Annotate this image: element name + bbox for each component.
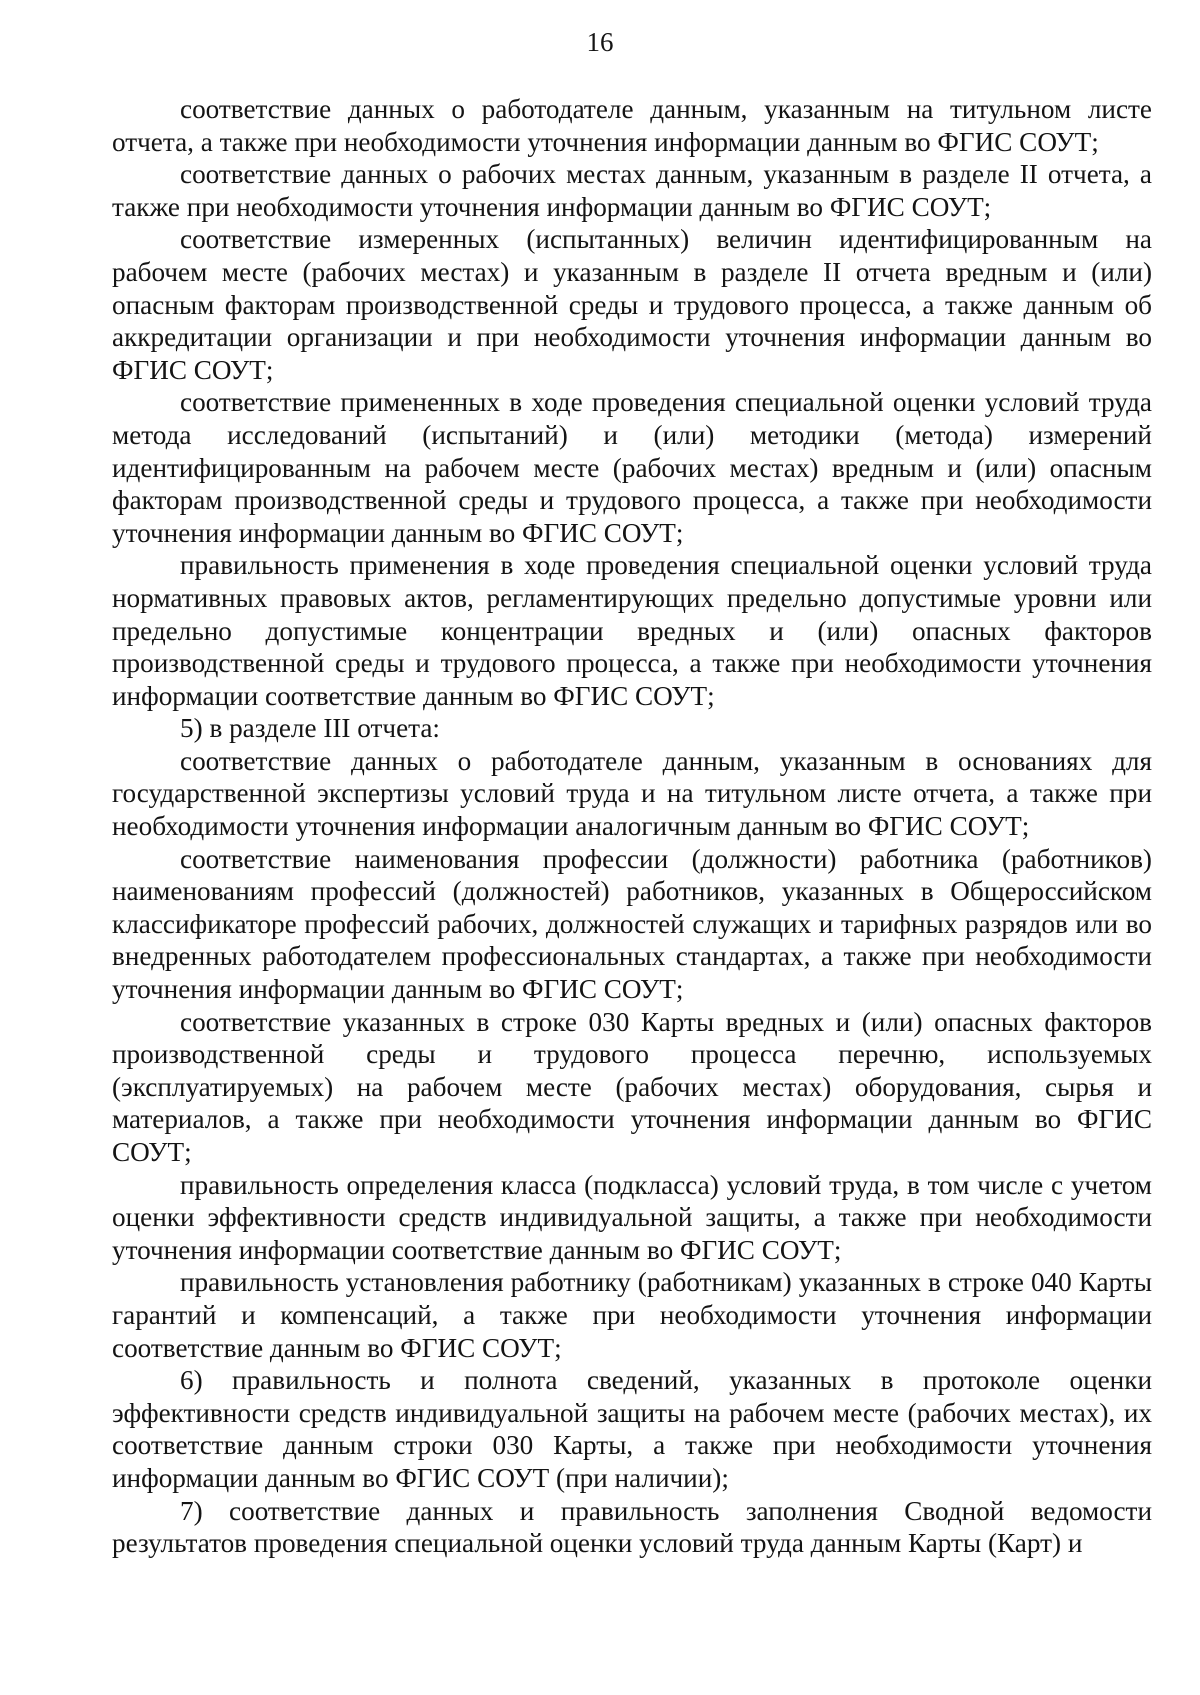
paragraph-guarantees-line-040: правильность установления работнику (работникам) указанных в строке 040 Карты гарантий и компенсаций, а также при необходимости уточнения информации соответствие данным во ФГИС СОУТ; [112,1267,1152,1363]
paragraph-item-5-section-3: 5) в разделе III отчета: [180,713,440,744]
paragraph-profession-names: соответствие наименования профессии (должности) работника (работников) наименованиям профессий (должностей) работников, указанных в Общероссийском классификаторе профессий рабочих, должностей служащих и тарифных разрядов или во внедренных работодателем профессиональных стандартах, а также при необходимости уточнения информации данным во ФГИС СОУТ; [112,843,1152,1005]
paragraph-line-030-factors: соответствие указанных в строке 030 Карты вредных и (или) опасных факторов производственной среды и трудового процесса перечню, используемых (эксплуатируемых) на рабочем месте (рабочих местах) оборудования, сырья и материалов, а также при необходимости уточнения информации данным во ФГИС СОУТ; [112,1006,1152,1167]
document-body [112,93,1152,1560]
paragraph-item-7-summary-statement: 7) соответствие данных и правильность заполнения Сводной ведомости результатов проведения специальной оценки условий труда данным Карты (Карт) и [112,1495,1152,1559]
paragraph-item-6-ppe-protocol: 6) правильность и полнота сведений, указанных в протоколе оценки эффективности средств индивидуальной защиты на рабочем месте (рабочих местах), их соответствие данным строки 030 Карты, а также при необходимости уточнения информации данным во ФГИС СОУТ (при наличии); [112,1365,1152,1493]
paragraph-employer-data-title-sheet: соответствие данных о работодателе данным, указанным на титульном листе отчета, а также при необходимости уточнения информации данным во ФГИС СОУТ; [112,94,1152,157]
paragraph-measured-values: соответствие измеренных (испытанных) величин идентифицированным на рабочем месте (рабочих местах) и указанным в разделе II отчета вредным и (или) опасным факторам производственной среды и трудового процесса, а также данным об аккредитации организации и при необходимости уточнения информации данным во ФГИС СОУТ; [112,224,1152,385]
paragraph-normative-acts: правильность применения в ходе проведения специальной оценки условий труда нормативных правовых актов, регламентирующих предельно допустимые уровни или предельно допустимые концентрации вредных и (или) опасных факторов производственной среды и трудового процесса, а также при необходимости уточнения информации соответствие данным во ФГИС СОУТ; [112,550,1152,711]
paragraph-workplace-data-section-2: соответствие данных о рабочих местах данным, указанным в разделе II отчета, а также при необходимости уточнения информации данным во ФГИС СОУТ; [112,159,1152,222]
paragraph-research-methods: соответствие примененных в ходе проведения специальной оценки условий труда метода исследований (испытаний) и (или) методики (метода) измерений идентифицированным на рабочем месте (рабочих местах) вредным и (или) опасным факторам производственной среды и трудового процесса, а также при необходимости уточнения информации данным во ФГИС СОУТ; [112,387,1152,548]
page-number: 16 [586,27,614,57]
paragraph-employer-data-expertise: соответствие данных о работодателе данным, указанным в основаниях для государственной экспертизы условий труда и на титульном листе отчета, а также при необходимости уточнения информации аналогичным данным во ФГИС СОУТ; [112,745,1152,842]
paragraph-working-conditions-class: правильность определения класса (подкласса) условий труда, в том числе с учетом оценки эффективности средств индивидуальной защиты, а также при необходимости уточнения информации соответствие данным во ФГИС СОУТ; [112,1169,1152,1265]
